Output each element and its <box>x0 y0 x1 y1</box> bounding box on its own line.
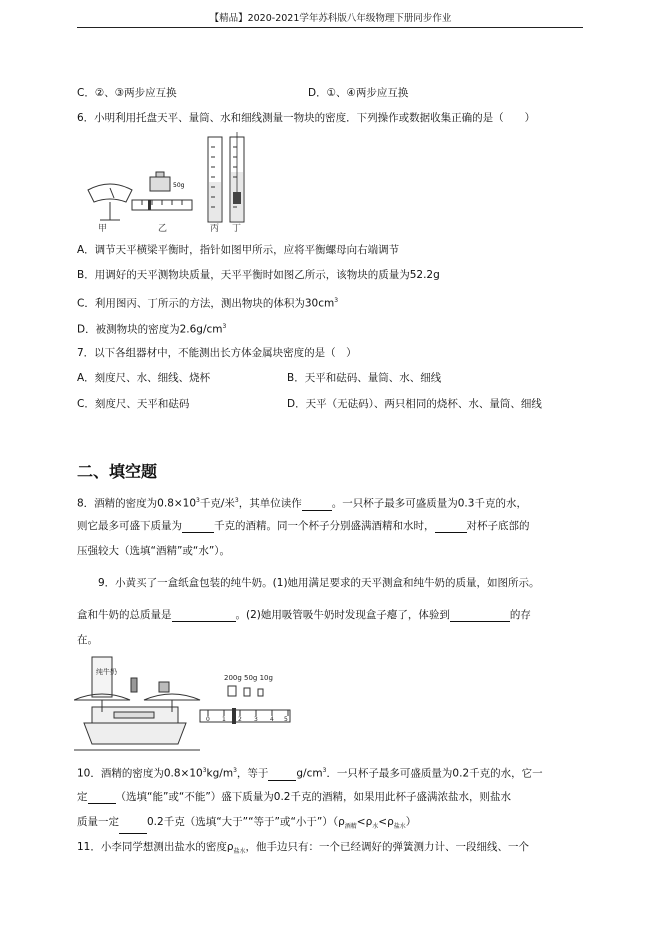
weights-icon <box>228 686 263 696</box>
q8-line2: 则它最多可盛下质量为 千克的酒精。同一个杯子分别盛满酒精和水时， 对杯子底部的 <box>77 520 530 532</box>
rider-ruler <box>200 708 290 724</box>
q8-blank-1[interactable] <box>302 499 332 511</box>
q6-option-a: A．调节天平横梁平衡时，指针如图甲所示，应将平衡螺母向右端调节 <box>77 244 400 256</box>
q5-option-d: D．①、④两步应互换 <box>308 87 409 99</box>
box-label: 纯牛奶 <box>96 668 117 676</box>
q10-blank-1[interactable] <box>268 769 296 781</box>
q9-blank-2[interactable] <box>450 610 510 622</box>
q8-blank-3[interactable] <box>435 521 467 533</box>
q9-line3: 在。 <box>77 634 98 646</box>
q6-option-c: C．利用图丙、丁所示的方法，测出物块的体积为$30cm^3$ <box>77 297 339 310</box>
header-divider <box>77 27 583 28</box>
balance-diagram <box>74 657 200 750</box>
balance-pointer-diagram <box>88 184 132 220</box>
weights-label: 200g 50g 10g <box>224 674 273 682</box>
q11-line1: 11．小李同学想测出盐水的密度$\rho_{盐水}$，他手边只有：一个已经调好的弹簧测力计、一段细线、一个 <box>77 841 530 856</box>
q10-blank-3[interactable] <box>119 822 147 834</box>
q10-line3: 质量一定 0.2千克（选填“大于”“等于”或“小于$”)(\rho_{酒精}<\rho_水<\rho_{盐水})$ <box>77 815 416 834</box>
weight-label: 50g <box>173 182 185 189</box>
graduated-cylinders <box>208 132 244 222</box>
q6-option-b: B．用调好的天平测物块质量，天平平衡时如图乙所示，该物块的质量为52.2g <box>77 269 440 281</box>
tick-label: 0 <box>206 716 210 723</box>
q10-line1: 10．酒精的密度为$0.8\times 10^3kg/m^3$，等于 $g/cm^3$．一只杯子最多可盛质量为0.2千克的水，它一 <box>77 767 543 780</box>
q5-option-c: C．②、③两步应互换 <box>77 87 177 99</box>
q6-option-d: D．被测物块的密度为$2.6g/cm^3$ <box>77 323 227 336</box>
tick-label: 4 <box>270 716 274 723</box>
q9-line1: 9．小黄买了一盒纸盒包装的纯牛奶。(1)她用满足要求的天平测盒和纯牛奶的质量，如图所示。 <box>98 577 540 589</box>
label-yi: 乙 <box>158 224 168 232</box>
page-header: 【精品】2020-2021学年苏科版八年级物理下册同步作业 <box>209 13 452 24</box>
weight-and-scale-diagram <box>132 172 192 210</box>
q7-option-d: D．天平（无砝码）、两只相同的烧杯、水、量筒、细线 <box>287 398 542 410</box>
tick-label: 3 <box>254 716 258 723</box>
q8-line1: 8．酒精的密度为$0.8\times 10^3$千克/米$^3$，其单位读作 。一只杯子最多可盛质量为0.3千克的水， <box>77 497 527 510</box>
tick-label: 1 <box>222 716 226 723</box>
q7-option-a: A．刻度尺、水、细线、烧杯 <box>77 372 211 384</box>
q9-blank-1[interactable] <box>172 610 236 622</box>
q8-line3: 压强较大（选填“酒精”或“水”）。 <box>77 545 231 557</box>
q10-blank-2[interactable] <box>88 792 116 804</box>
q9-line2: 盒和牛奶的总质量是 。(2)她用吸管吸牛奶时发现盒子瘪了，体验到 的存 <box>77 609 531 621</box>
q7-option-c: C．刻度尺、天平和砝码 <box>77 398 190 410</box>
q9-figure <box>74 652 294 756</box>
section-title: 二、填空题 <box>77 462 158 481</box>
q7-stem: 7．以下各组器材中，不能测出长方体金属块密度的是（ ） <box>77 347 357 359</box>
label-ding: 丁 <box>232 224 242 232</box>
q10-line2: 定 （选填“能”或“不能”）盛下质量为0.2千克的酒精，如果用此杯子盛满浓盐水，则盐水 <box>77 791 511 803</box>
label-jia: 甲 <box>98 224 108 232</box>
tick-label: 2 <box>238 716 242 723</box>
q6-figure <box>80 132 270 232</box>
q8-blank-2[interactable] <box>182 521 214 533</box>
q7-option-b: B．天平和砝码、量筒、水、细线 <box>287 372 442 384</box>
q6-stem: 6．小明利用托盘天平、量筒、水和细线测量一物块的密度．下列操作或数据收集正确的是（ ） <box>77 112 536 124</box>
tick-label: 5 <box>284 716 288 723</box>
label-bing: 丙 <box>210 224 220 232</box>
